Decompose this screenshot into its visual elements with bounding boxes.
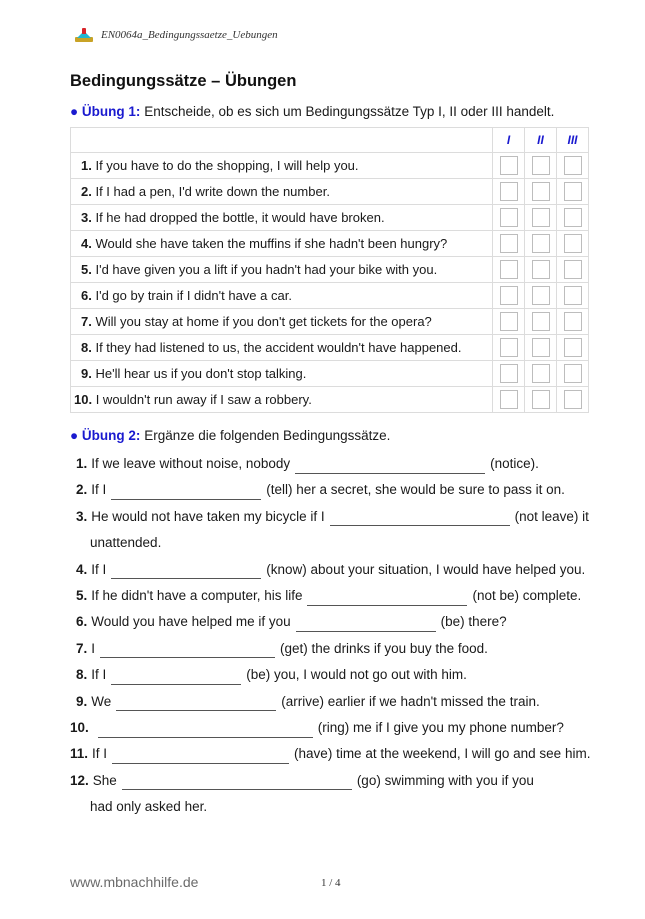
item-number: 11. <box>70 746 89 762</box>
book-logo-icon <box>75 28 93 42</box>
question-cell <box>71 231 493 257</box>
type-2-checkbox[interactable] <box>532 182 550 201</box>
table-row <box>71 361 589 387</box>
item-text-after: (be) you, I would not go out with him. <box>246 667 467 683</box>
answer-blank[interactable] <box>295 459 485 474</box>
answer-blank[interactable] <box>111 564 261 579</box>
type-1-checkbox[interactable] <box>500 156 518 175</box>
fill-in-item <box>70 741 590 767</box>
table-row <box>71 257 589 283</box>
type-3-checkbox[interactable] <box>564 312 582 331</box>
table-row <box>71 387 589 413</box>
footer-website[interactable]: www.mbnachhilfe.de <box>70 874 199 890</box>
type-1-cell <box>493 179 525 205</box>
answer-blank[interactable] <box>296 617 436 632</box>
question-number: 1. <box>81 158 92 173</box>
question-cell <box>71 387 493 413</box>
item-text-after: (be) there? <box>440 614 507 630</box>
type-3-cell <box>557 361 589 387</box>
item-text-before: If I <box>91 561 107 577</box>
question-text: He'll hear us if you don't stop talking. <box>95 366 307 381</box>
answer-blank[interactable] <box>100 643 275 658</box>
column-header-type-1: I <box>493 128 525 153</box>
item-text-after: (have) time at the weekend, I will go and see him. <box>294 746 591 762</box>
type-3-checkbox[interactable] <box>564 182 582 201</box>
item-text-after: (notice). <box>490 456 539 471</box>
type-3-cell <box>557 179 589 205</box>
fill-in-item <box>70 609 590 635</box>
item-text-before: He would not have taken my bicycle if I <box>91 508 325 524</box>
question-number: 5. <box>81 262 92 277</box>
type-3-checkbox[interactable] <box>564 286 582 305</box>
type-3-cell <box>557 283 589 309</box>
question-cell <box>71 283 493 309</box>
question-text: Will you stay at home if you don't get tickets for the opera? <box>95 314 432 329</box>
type-2-cell <box>525 283 557 309</box>
item-text-after: (not leave) it <box>514 508 589 524</box>
type-1-checkbox[interactable] <box>500 364 518 383</box>
question-text: If he had dropped the bottle, it would have broken. <box>95 210 385 225</box>
type-3-checkbox[interactable] <box>564 338 582 357</box>
item-text-before: We <box>91 693 112 709</box>
question-text: I'd go by train if I didn't have a car. <box>95 288 292 303</box>
type-2-cell <box>525 231 557 257</box>
item-text-before: If I <box>91 667 107 683</box>
table-row <box>71 335 589 361</box>
item-number: 5. <box>76 588 88 603</box>
type-3-checkbox[interactable] <box>564 390 582 409</box>
item-number: 7. <box>76 640 88 656</box>
item-continuation: unattended. <box>90 535 162 551</box>
question-text: If you have to do the shopping, I will help you. <box>95 158 359 173</box>
answer-blank[interactable] <box>116 696 276 711</box>
fill-in-item <box>70 715 590 741</box>
type-3-checkbox[interactable] <box>564 364 582 383</box>
answer-blank[interactable] <box>111 485 261 500</box>
table-row <box>71 231 589 257</box>
type-1-checkbox[interactable] <box>500 312 518 331</box>
item-text-before: If I <box>92 746 108 762</box>
column-header-type-3: III <box>557 128 589 153</box>
question-cell <box>71 361 493 387</box>
fill-in-item <box>70 477 590 503</box>
item-text-after: (go) swimming with you if you <box>356 772 534 788</box>
type-2-cell <box>525 335 557 361</box>
question-cell <box>71 335 493 361</box>
item-text-before: I <box>91 640 96 656</box>
document-id: EN0064a_Bedingungssaetze_Uebungen <box>101 29 278 41</box>
item-text-after: (ring) me if I give you my phone number? <box>317 720 564 735</box>
type-3-cell <box>557 335 589 361</box>
type-1-cell <box>493 205 525 231</box>
type-2-checkbox[interactable] <box>532 390 550 409</box>
table-row <box>71 153 589 179</box>
type-2-cell <box>525 205 557 231</box>
item-text-after: (not be) complete. <box>472 588 582 603</box>
type-1-cell <box>493 309 525 335</box>
type-2-checkbox[interactable] <box>532 260 550 279</box>
type-3-checkbox[interactable] <box>564 260 582 279</box>
type-2-cell <box>525 361 557 387</box>
type-3-cell <box>557 231 589 257</box>
question-text: I wouldn't run away if I saw a robbery. <box>95 392 312 407</box>
item-number: 2. <box>76 482 88 498</box>
question-cell <box>71 257 493 283</box>
question-number: 9. <box>81 366 92 381</box>
exercise-1-heading <box>70 104 554 119</box>
type-1-cell <box>493 283 525 309</box>
table-row <box>71 179 589 205</box>
question-text: Would she have taken the muffins if she hadn't been hungry? <box>95 236 448 251</box>
question-cell <box>71 153 493 179</box>
type-2-checkbox[interactable] <box>532 234 550 253</box>
type-2-checkbox[interactable] <box>532 208 550 227</box>
question-number: 7. <box>81 314 92 329</box>
item-text-before: If we leave without noise, nobody <box>91 456 291 471</box>
fill-in-item <box>70 451 590 477</box>
type-2-checkbox[interactable] <box>532 312 550 331</box>
fill-in-item <box>70 636 590 662</box>
item-number: 8. <box>76 667 88 683</box>
answer-blank[interactable] <box>122 775 352 790</box>
type-3-cell <box>557 387 589 413</box>
type-1-checkbox[interactable] <box>500 390 518 409</box>
type-2-cell <box>525 179 557 205</box>
type-3-cell <box>557 257 589 283</box>
question-number: 10. <box>74 392 93 407</box>
type-1-cell <box>493 361 525 387</box>
column-header-type-2: II <box>525 128 557 153</box>
item-number: 1. <box>76 456 88 471</box>
table-row <box>71 283 589 309</box>
question-number: 2. <box>81 184 92 199</box>
type-2-cell <box>525 309 557 335</box>
type-3-checkbox[interactable] <box>564 156 582 175</box>
type-1-checkbox[interactable] <box>500 208 518 227</box>
fill-in-item <box>70 662 590 688</box>
type-1-checkbox[interactable] <box>500 234 518 253</box>
exercise-1-instruction: Entscheide, ob es sich um Bedingungssätze Typ I, II oder III handelt. <box>144 104 555 119</box>
question-cell <box>71 309 493 335</box>
document-header <box>75 26 278 44</box>
question-number: 8. <box>81 340 92 355</box>
question-number: 4. <box>81 236 92 251</box>
type-2-cell <box>525 153 557 179</box>
exercise-2-label: Übung 2: <box>81 428 141 443</box>
exercise-2-instruction: Ergänze die folgenden Bedingungssätze. <box>144 428 391 443</box>
exercise-2-heading <box>70 428 390 443</box>
type-2-checkbox[interactable] <box>532 156 550 175</box>
type-2-checkbox[interactable] <box>532 338 550 357</box>
fill-in-item <box>70 557 590 583</box>
bullet-icon: ● <box>70 428 79 443</box>
type-1-checkbox[interactable] <box>500 338 518 357</box>
type-3-cell <box>557 309 589 335</box>
item-text-after: (arrive) earlier if we hadn't missed the train. <box>281 693 540 709</box>
fill-in-item <box>70 504 590 530</box>
type-1-checkbox[interactable] <box>500 260 518 279</box>
question-text: I'd have given you a lift if you hadn't had your bike with you. <box>95 262 438 277</box>
type-3-cell <box>557 205 589 231</box>
bullet-icon: ● <box>70 104 79 119</box>
type-2-cell <box>525 257 557 283</box>
answer-blank[interactable] <box>98 723 313 738</box>
type-1-checkbox[interactable] <box>500 182 518 201</box>
answer-blank[interactable] <box>111 670 241 685</box>
item-text-before: If he didn't have a computer, his life <box>91 588 303 603</box>
type-1-cell <box>493 387 525 413</box>
fill-in-item <box>70 689 590 715</box>
exercise-1-label: Übung 1: <box>81 104 141 119</box>
item-number: 9. <box>76 693 88 709</box>
type-3-checkbox[interactable] <box>564 208 582 227</box>
question-text: If they had listened to us, the accident wouldn't have happened. <box>95 340 462 355</box>
fill-in-item <box>70 583 590 609</box>
question-cell <box>71 179 493 205</box>
item-text-before: If I <box>91 482 107 498</box>
item-text-after: (get) the drinks if you buy the food. <box>280 640 488 656</box>
type-2-cell <box>525 387 557 413</box>
answer-blank[interactable] <box>330 511 510 526</box>
table-row <box>71 205 589 231</box>
question-number: 3. <box>81 210 92 225</box>
question-number: 6. <box>81 288 92 303</box>
item-number: 6. <box>76 614 88 630</box>
page-number: 1 / 4 <box>321 877 341 889</box>
type-1-cell <box>493 257 525 283</box>
type-3-cell <box>557 153 589 179</box>
item-number: 10. <box>70 720 89 735</box>
exercise-1-table <box>70 127 589 413</box>
type-1-cell <box>493 153 525 179</box>
answer-blank[interactable] <box>307 591 467 606</box>
type-2-checkbox[interactable] <box>532 286 550 305</box>
type-2-checkbox[interactable] <box>532 364 550 383</box>
item-text-after: (tell) her a secret, she would be sure to pass it on. <box>266 482 565 498</box>
question-text: If I had a pen, I'd write down the number. <box>95 184 330 199</box>
item-text-after: (know) about your situation, I would have helped you. <box>266 561 586 577</box>
item-number: 3. <box>76 508 88 524</box>
table-row <box>71 309 589 335</box>
item-text-before: Would you have helped me if you <box>91 614 291 630</box>
item-number: 4. <box>76 561 88 577</box>
type-3-checkbox[interactable] <box>564 234 582 253</box>
question-cell <box>71 205 493 231</box>
page-title: Bedingungssätze – Übungen <box>70 72 297 90</box>
answer-blank[interactable] <box>112 749 289 764</box>
item-continuation: had only asked her. <box>90 799 208 815</box>
fill-in-item <box>70 768 590 794</box>
question-column-header <box>71 128 493 153</box>
type-1-cell <box>493 335 525 361</box>
type-1-checkbox[interactable] <box>500 286 518 305</box>
item-text-before: She <box>92 772 117 788</box>
type-1-cell <box>493 231 525 257</box>
table-header-row <box>71 128 589 153</box>
item-number: 12. <box>70 772 89 788</box>
